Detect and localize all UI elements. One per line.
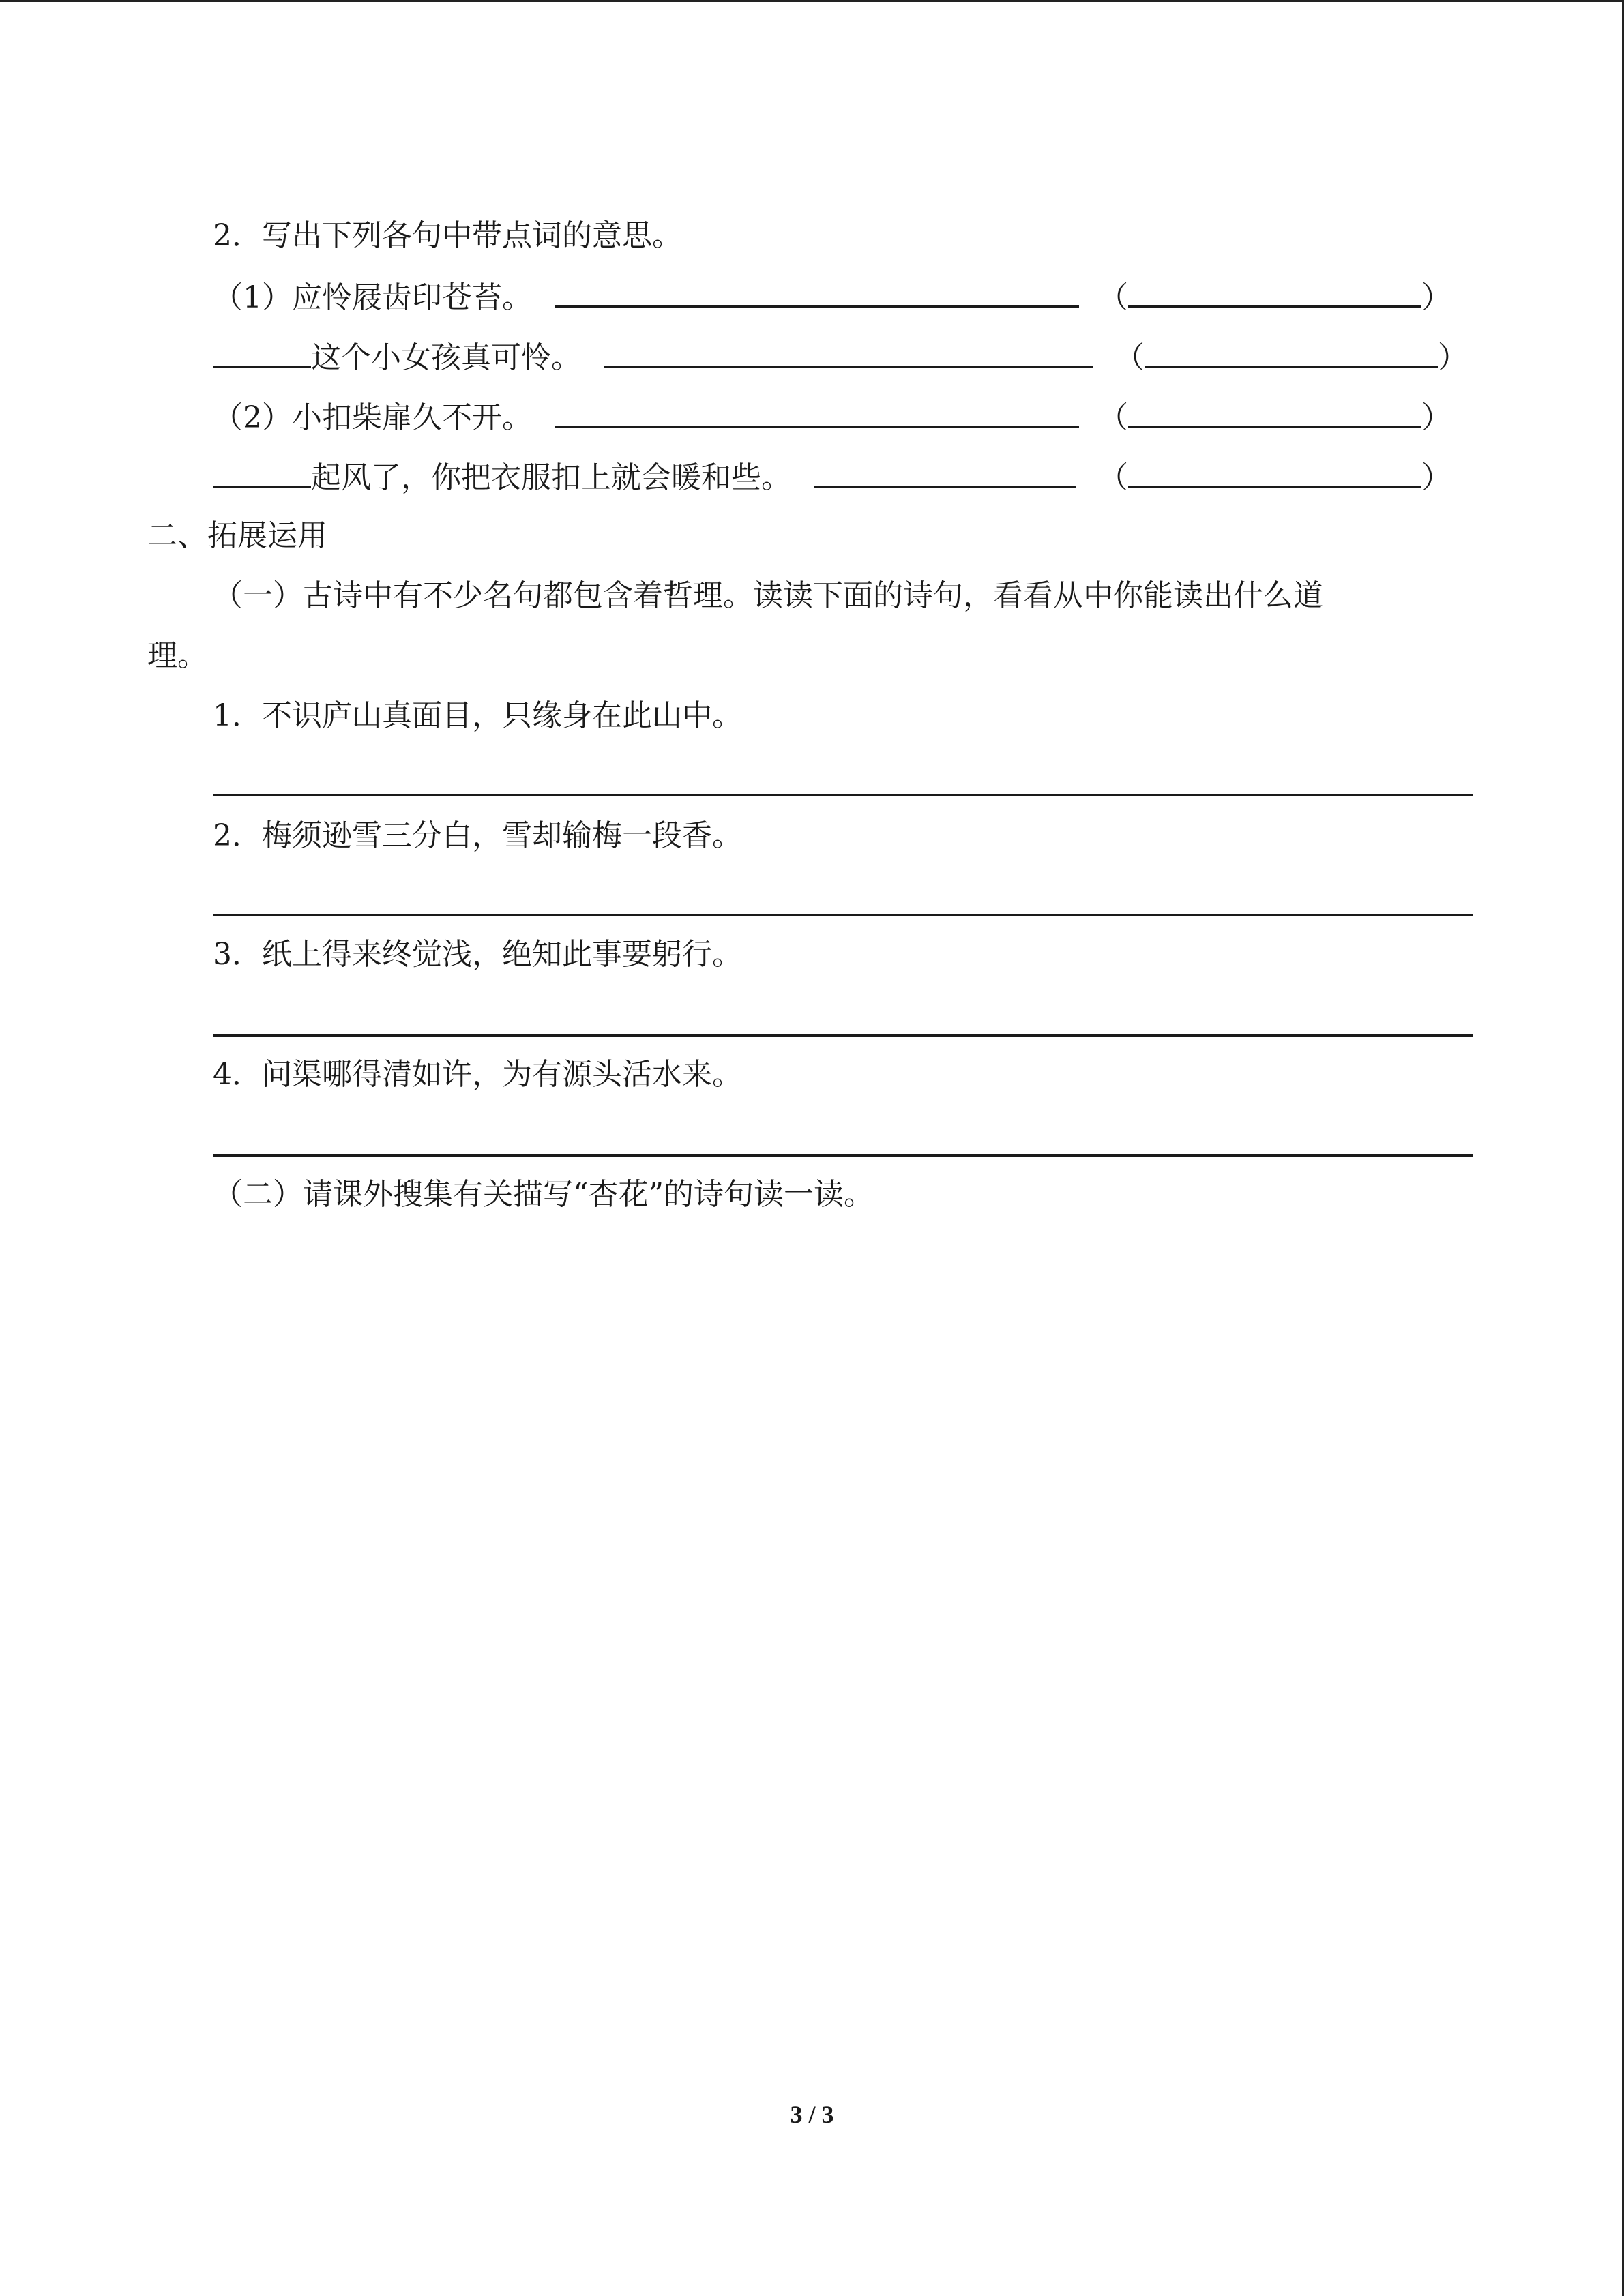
page-border-top — [0, 0, 1624, 2]
part-2-prompt: （二）请课外搜集有关描写“杏花”的诗句读一读。 — [213, 1177, 874, 1212]
poem-3-answer-line[interactable] — [213, 1034, 1473, 1037]
part-1-intro-line-1: （一）古诗中有不少名句都包含着哲理。读读下面的诗句，看看从中你能读出什么道 — [213, 578, 1323, 613]
poem-2-answer-line[interactable] — [213, 914, 1473, 916]
question-2-title: 2．写出下列各句中带点词的意思。 — [213, 218, 682, 253]
item-1-example-prefix-blank[interactable] — [213, 336, 311, 368]
part-1-intro-line-2: 理。 — [147, 638, 207, 673]
item-1-example-sentence: 这个小女孩真可怜。 — [311, 340, 581, 375]
poem-4-answer-line[interactable] — [213, 1154, 1473, 1157]
item-2-example-sentence: 起风了，你把衣服扣上就会暖和些。 — [311, 460, 791, 495]
item-2-answer-blank[interactable] — [555, 396, 1079, 428]
item-2-example-prefix-blank[interactable] — [213, 456, 311, 488]
item-1-meaning-blank[interactable] — [1128, 275, 1421, 308]
item-2-meaning-blank[interactable] — [1128, 396, 1421, 428]
poem-1-answer-line[interactable] — [213, 794, 1473, 796]
item-1-example-answer-blank[interactable] — [604, 336, 1093, 368]
item-1-example-row: 这个小女孩真可怜。 （ ） — [213, 336, 1468, 378]
page-number: 3 / 3 — [790, 2101, 834, 2128]
item-1-row: （1）应怜屐齿印苍苔。 （ ） — [213, 275, 1451, 318]
poem-2: 2．梅须逊雪三分白，雪却输梅一段香。 — [213, 818, 742, 853]
section-2-heading: 二、拓展运用 — [147, 518, 327, 553]
item-1-answer-blank[interactable] — [555, 275, 1079, 308]
item-2-row: （2）小扣柴扉久不开。 （ ） — [213, 396, 1451, 438]
poem-4: 4．问渠哪得清如许，为有源头活水来。 — [213, 1057, 742, 1092]
item-2-example-row: 起风了，你把衣服扣上就会暖和些。 （ ） — [213, 456, 1451, 498]
item-2-example-meaning-blank[interactable] — [1128, 456, 1421, 488]
poem-1: 1．不识庐山真面目，只缘身在此山中。 — [213, 698, 742, 733]
item-1-example-meaning-blank[interactable] — [1145, 336, 1438, 368]
item-2-sentence: （2）小扣柴扉久不开。 — [213, 400, 532, 435]
item-2-example-answer-blank[interactable] — [814, 456, 1076, 488]
item-1-sentence: （1）应怜屐齿印苍苔。 — [213, 280, 532, 315]
poem-3: 3．纸上得来终觉浅，绝知此事要躬行。 — [213, 937, 742, 972]
